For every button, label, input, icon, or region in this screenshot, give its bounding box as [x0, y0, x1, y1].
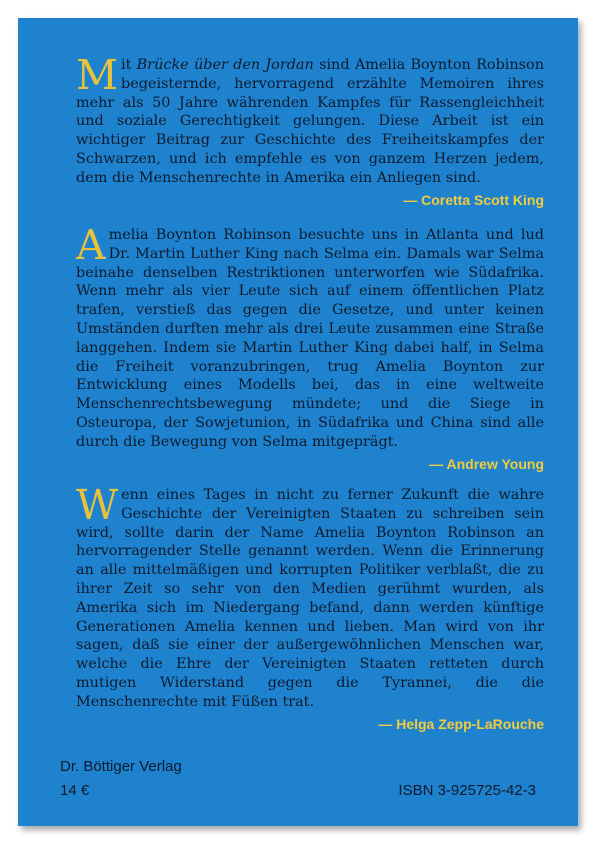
- quote-block-1: [76, 51, 544, 209]
- quote-attribution: — Coretta Scott King: [403, 191, 544, 208]
- publisher-name: Dr. Böttiger Verlag: [60, 758, 182, 775]
- quote-text: [76, 221, 544, 452]
- drop-cap: M: [76, 51, 118, 99]
- quote-text: [76, 51, 544, 188]
- quote-block-2: [76, 221, 544, 473]
- price: 14 €: [60, 782, 90, 799]
- drop-cap: W: [76, 481, 119, 529]
- quote-text: [76, 481, 544, 712]
- book-back-cover: [18, 18, 578, 826]
- quote-block-3: [76, 481, 544, 733]
- quote-attribution: — Helga Zepp-LaRouche: [378, 715, 544, 732]
- quote-lead: it: [120, 57, 137, 73]
- book-title: Brücke über den Jordan: [136, 57, 314, 73]
- quote-body: sind Amelia Boynton Robinson begeisternde, hervorragend erzählte Memoiren ihres mehr als 50 Jahre währenden Kampfes für Rassengleichheit und soziale Gerechtigkeit gelungen. Diese Arbeit ist ein wichtiger Beitrag zur Geschichte des Freiheitskampfes der Schwarzen, und ich empfehle es von ganzem Herzen jedem, dem die Menschenrechte in Amerika ein Anliegen sind.: [76, 57, 544, 186]
- isbn: ISBN 3-925725-42-3: [398, 782, 536, 799]
- quote-body: melia Boynton Robinson besuchte uns in Atlanta und lud Dr. Martin Luther King nach Selma ein. Damals war Selma beinahe denselben Restriktionen unterworfen wie Südafrika. Wenn mehr als vier Leute sich auf einem öffentlichen Platz trafen, verstieß das gegen die Gesetze, und unter keinen Umständen durften mehr als drei Leute zusammen eine Straße langgehen. Indem sie Martin Luther King dabei half, in Selma die Freiheit voranzubringen, trug Amelia Boynton zur Entwicklung eines Modells bei, das in eine weltweite Menschenrechtsbewegung mündete; und die Siege in Osteuropa, der Sowjetunion, in Südafrika und China sind alle durch die Bewegung von Selma mitgeprägt.: [76, 227, 544, 450]
- quote-attribution: — Andrew Young: [429, 455, 544, 472]
- quote-body: enn eines Tages in nicht zu ferner Zukunft die wahre Geschichte der Vereinigten Staaten zu schreiben sein wird, sollte darin der Name Amelia Boynton Robinson an hervorragender Stelle genannt werden. Wenn die Erinnerung an alle mittelmäßigen und korrupten Politiker verblaßt, die zu ihrer Zeit so sehr von den Medien gerühmt wurden, als Amerika sich im Niedergang befand, dann werden künftige Generationen Amelia kennen und lieben. Man wird von ihr sagen, daß sie einer der außergewöhnlichen Menschen war, welche die Ehre der Vereinigten Staaten retteten durch mutigen Widerstand gegen die Tyrannei, die die Menschenrechte mit Füßen trat.: [76, 487, 544, 710]
- drop-cap: A: [76, 221, 106, 269]
